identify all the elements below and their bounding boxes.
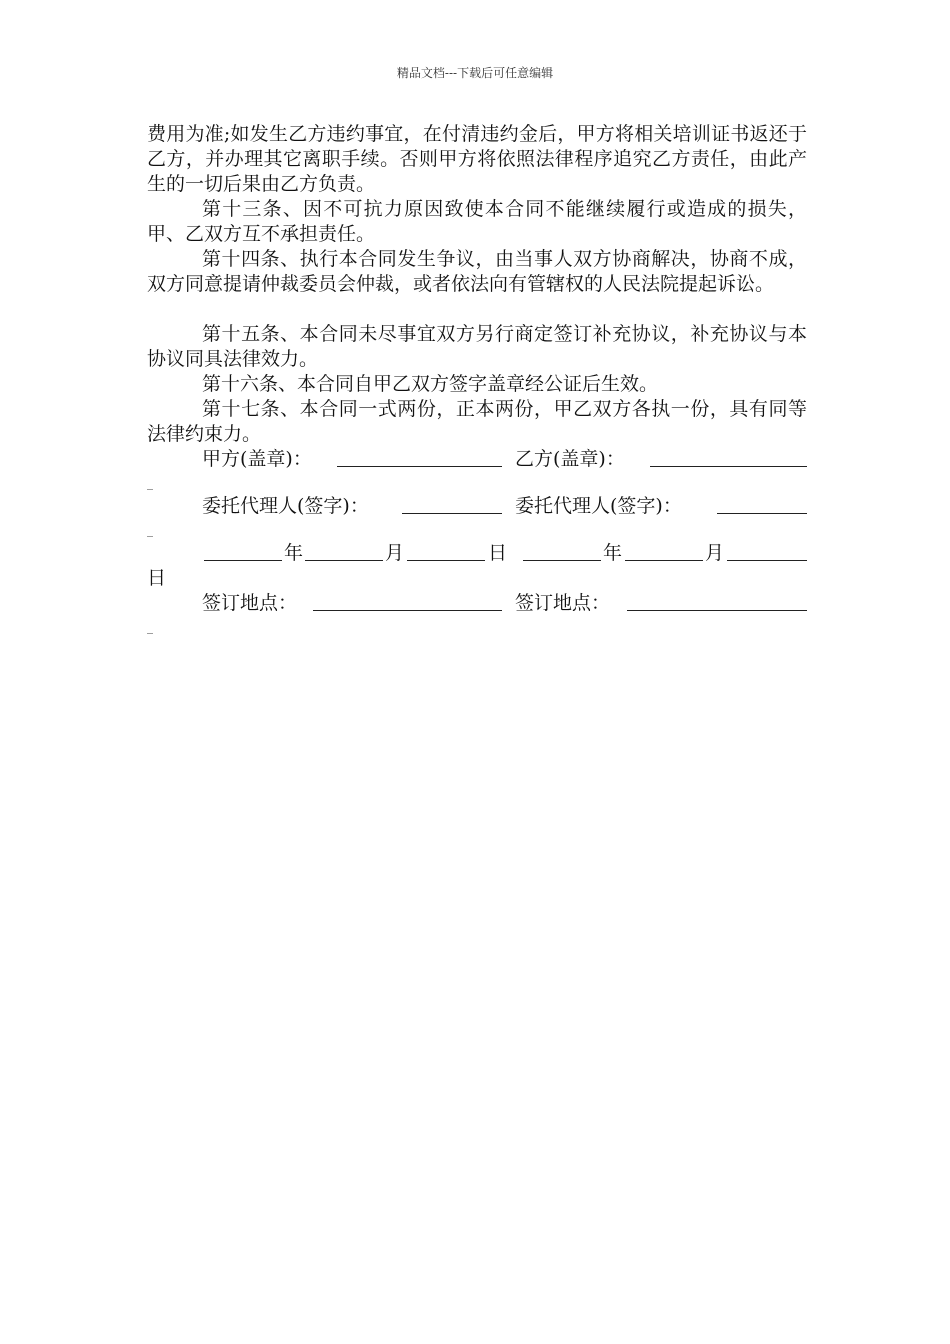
date-a-day-blank[interactable] <box>407 541 485 561</box>
party-b-seal-blank[interactable] <box>650 447 807 467</box>
tail-mark: _ <box>147 523 153 537</box>
seal-line <box>147 447 807 472</box>
party-a-seal-label: 甲方(盖章)： <box>202 448 312 470</box>
date-a-month-blank[interactable] <box>305 541 383 561</box>
date-b-month-blank[interactable] <box>625 541 703 561</box>
date-line <box>147 541 807 566</box>
tail-mark: _ <box>147 476 153 490</box>
agent-b-label: 委托代理人(签字)： <box>515 495 682 517</box>
paragraph-continuation: 费用为准;如发生乙方违约事宜，在付清违约金后，甲方将相关培训证书返还于乙方，并办理其它离职手续。否则甲方将依照法律程序追究乙方责任，由此产生的一切后果由乙方负责。 <box>147 123 807 195</box>
paragraph-gap <box>147 297 807 322</box>
agent-b-blank[interactable] <box>717 494 807 514</box>
date-a-day-label: 日 <box>488 542 508 564</box>
paragraph-article-17: 第十七条、本合同一式两份，正本两份，甲乙双方各执一份，具有同等法律约束力。 <box>147 398 807 445</box>
date-b-year-blank[interactable] <box>523 541 601 561</box>
date-b-day-blank[interactable] <box>727 541 807 561</box>
date-b-month-label: 月 <box>705 542 725 564</box>
agent-a-blank[interactable] <box>402 494 502 514</box>
date-b-day-label: 日 <box>147 567 167 589</box>
party-a-seal-blank[interactable] <box>337 447 502 467</box>
paragraph-article-13: 第十三条、因不可抗力原因致使本合同不能继续履行或造成的损失，甲、乙双方互不承担责任。 <box>147 198 807 245</box>
place-line <box>147 591 807 616</box>
agent-line <box>147 494 807 519</box>
agent-a-label: 委托代理人(签字)： <box>202 495 369 517</box>
place-a-blank[interactable] <box>313 591 502 611</box>
place-b-label: 签订地点： <box>515 592 611 614</box>
tail-mark: _ <box>147 620 153 634</box>
paragraph-article-14: 第十四条、执行本合同发生争议，由当事人双方协商解决，协商不成，双方同意提请仲裁委员会仲裁，或者依法向有管辖权的人民法院提起诉讼。 <box>147 248 807 295</box>
place-a-label: 签订地点： <box>202 592 298 614</box>
date-a-year-label: 年 <box>284 542 304 564</box>
page-header: 精品文档---下载后可任意编辑 <box>396 66 554 80</box>
contract-body <box>147 122 807 638</box>
date-a-month-label: 月 <box>385 542 405 564</box>
place-b-blank[interactable] <box>627 591 807 611</box>
paragraph-article-16: 第十六条、本合同自甲乙双方签字盖章经公证后生效。 <box>202 373 659 395</box>
date-a-year-blank[interactable] <box>204 541 282 561</box>
party-b-seal-label: 乙方(盖章)： <box>515 448 625 470</box>
paragraph-article-15: 第十五条、本合同未尽事宜双方另行商定签订补充协议，补充协议与本协议同具法律效力。 <box>147 323 807 370</box>
date-b-year-label: 年 <box>603 542 623 564</box>
